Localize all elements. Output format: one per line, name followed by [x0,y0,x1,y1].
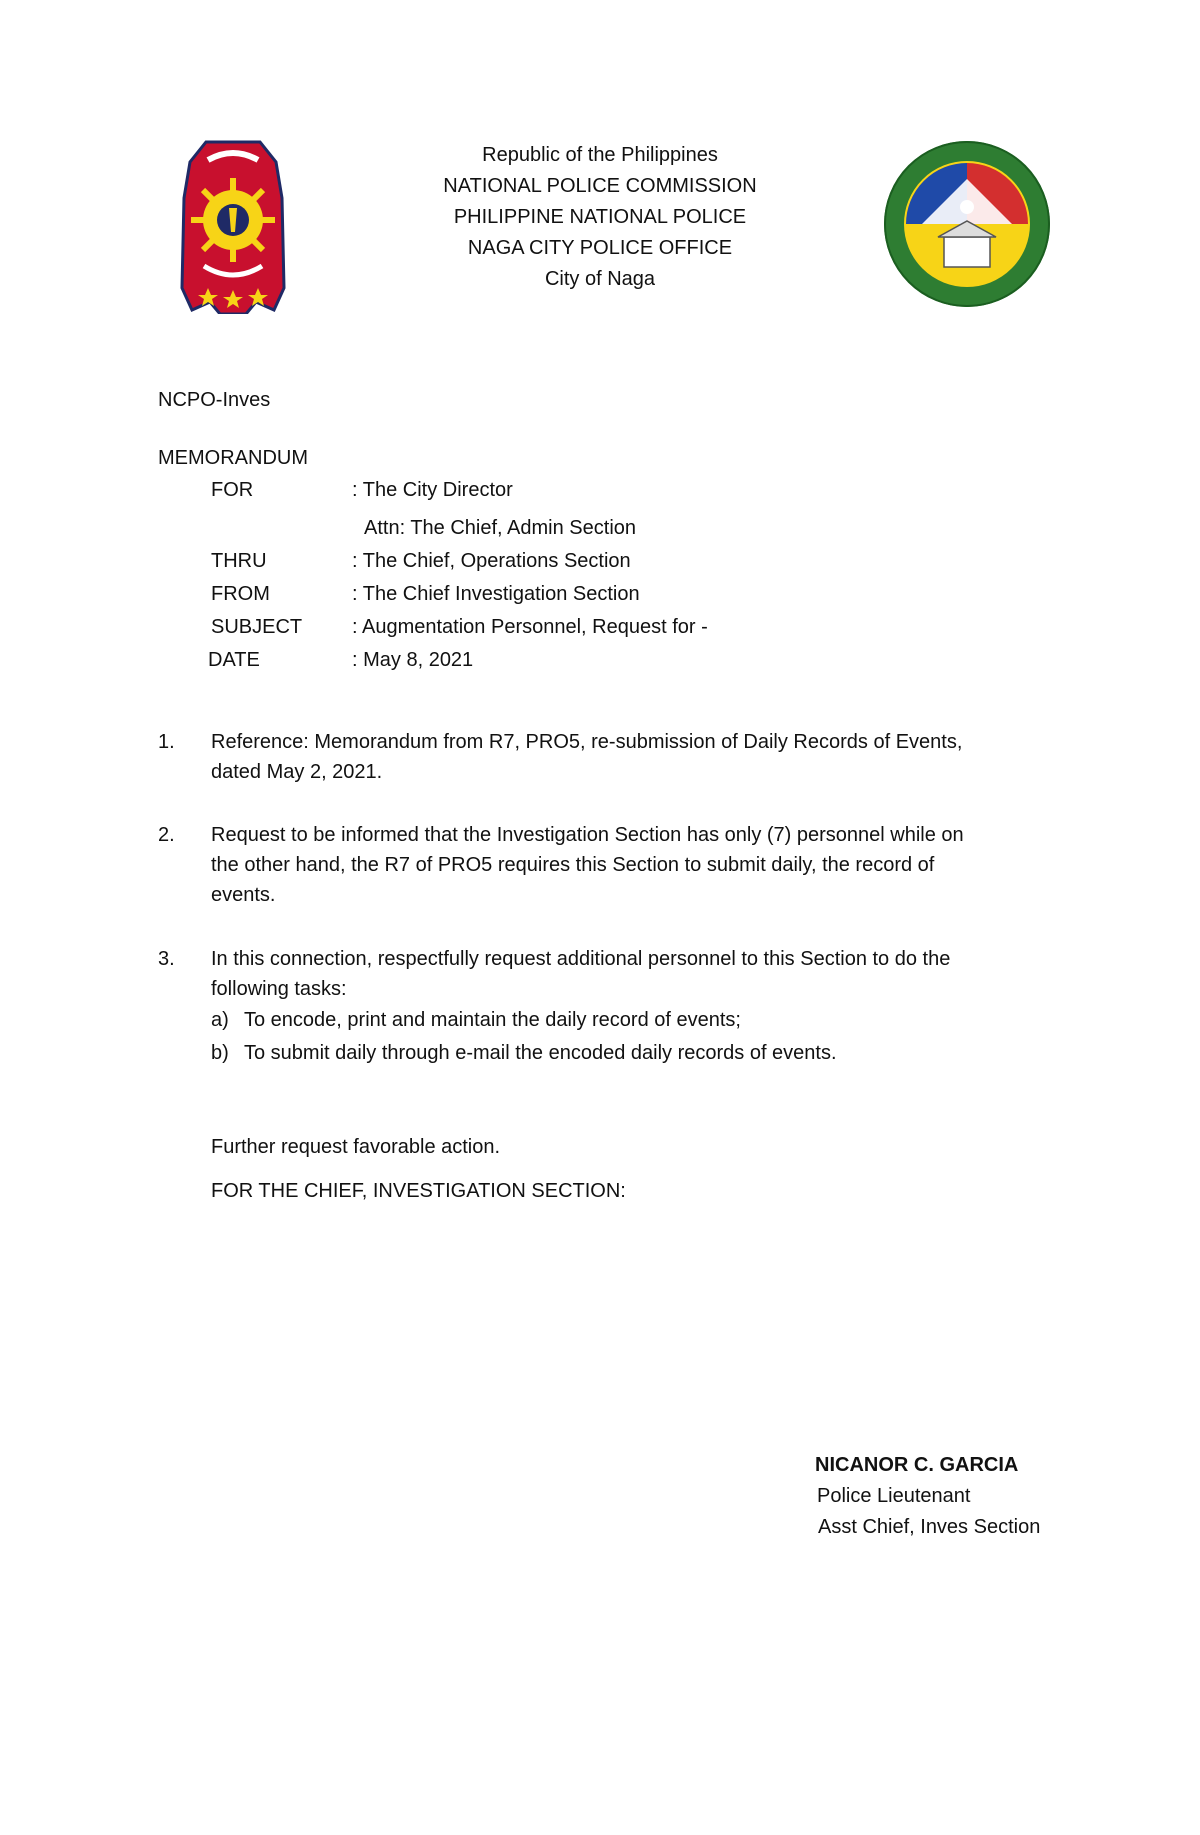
memo-date-label: DATE [208,649,260,671]
item-2-line-1: Request to be informed that the Investigation Section has only (7) personnel while on [211,824,964,846]
memo-from-label: FROM [211,583,270,605]
memo-attn-value: Attn: The Chief, Admin Section [364,517,637,539]
memo-from-value: : The Chief Investigation Section [352,583,640,605]
item-3-line-1: In this connection, respectfully request additional personnel to this Section to do the [211,948,951,970]
item-1-text [211,727,1041,787]
memo-thru-label: THRU [211,550,267,572]
closing-request: Further request favorable action. [211,1136,501,1158]
subitem-a-label: a) [211,1009,229,1031]
letterhead-republic: Republic of the Philippines [482,144,718,166]
signatory-position: Asst Chief, Inves Section [818,1516,1041,1538]
item-1-line-1: Reference: Memorandum from R7, PRO5, re-submission of Daily Records of Events, [211,731,963,753]
memo-subject-label: SUBJECT [211,616,303,638]
item-3-number: 3. [158,948,175,970]
memo-heading: MEMORANDUM [158,447,308,469]
letterhead-city: City of Naga [544,268,656,290]
subitem-a-text: To encode, print and maintain the daily record of events; [244,1009,741,1031]
signatory-name: NICANOR C. GARCIA [815,1454,1019,1476]
signatory-rank: Police Lieutenant [817,1485,971,1507]
memo-thru-value: : The Chief, Operations Section [352,550,631,572]
subitem-b-text: To submit daily through e-mail the encoded daily records of events. [244,1042,837,1064]
letterhead-pnp: PHILIPPINE NATIONAL POLICE [453,206,747,228]
reference-code: NCPO-Inves [158,389,271,411]
letterhead [300,140,900,295]
item-2-line-2: the other hand, the R7 of PRO5 requires this Section to submit daily, the record of [211,854,935,876]
memo-date-value: : May 8, 2021 [352,649,474,671]
item-3-line-2: following tasks: [211,978,347,1000]
item-2-line-3: events. [211,884,276,906]
item-1-line-2: dated May 2, 2021. [211,761,383,783]
memo-for-label: FOR [211,479,254,501]
memo-for-value: : The City Director [352,479,513,501]
memo-subject-value: : Augmentation Personnel, Request for - [352,616,708,638]
for-the-chief: FOR THE CHIEF, INVESTIGATION SECTION: [211,1180,626,1202]
item-1-number: 1. [158,731,175,753]
item-2-text [211,820,1041,910]
letterhead-napolcom: NATIONAL POLICE COMMISSION [443,175,757,197]
item-2-number: 2. [158,824,175,846]
letterhead-office: NAGA CITY POLICE OFFICE [467,237,733,259]
city-seal-logo [882,139,1052,309]
item-3-text [211,944,1041,1004]
pnp-seal-logo [178,138,288,314]
subitem-b-label: b) [211,1042,229,1064]
